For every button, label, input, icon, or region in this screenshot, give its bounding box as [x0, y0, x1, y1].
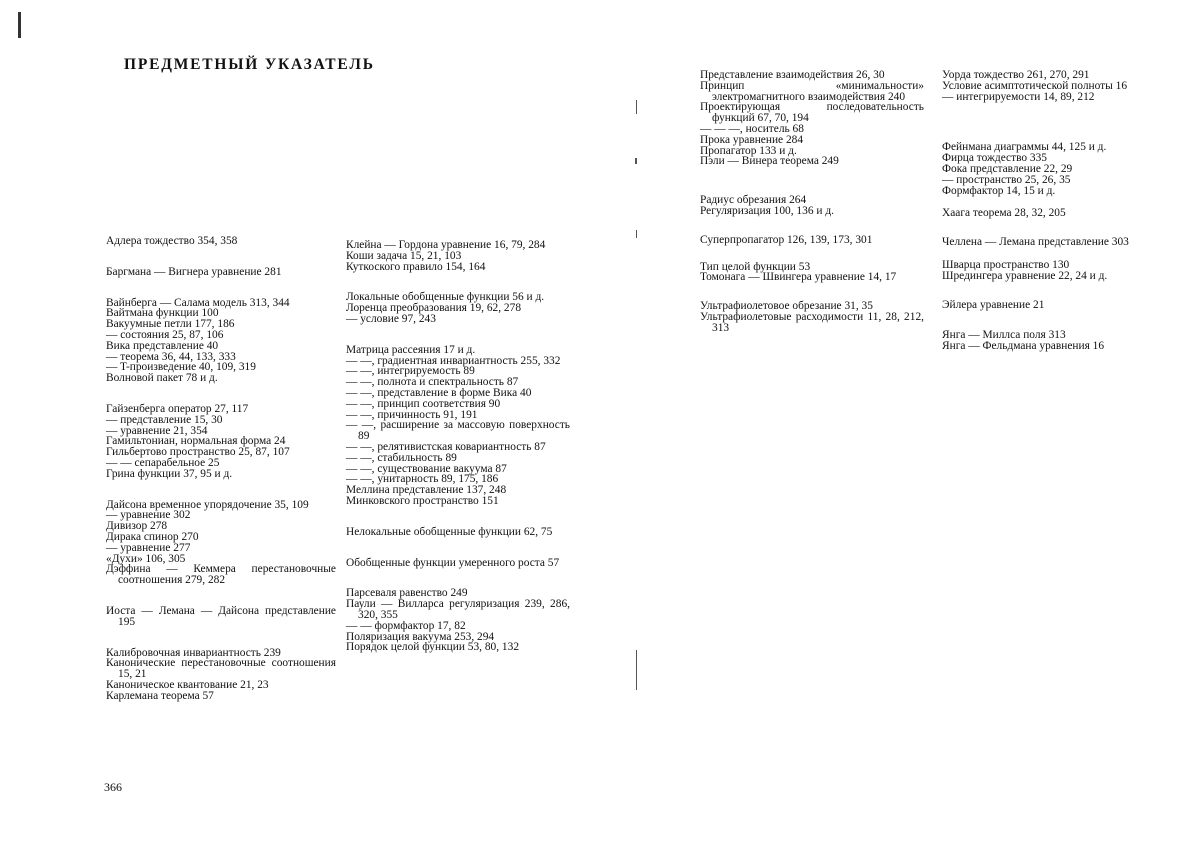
index-entry: Лоренца преобразования 19, 62, 278 — [346, 302, 522, 315]
index-entry: Томонага — Швингера уравнение 14, 17 — [700, 271, 897, 284]
index-entry: Дирака спинор 270 — [106, 530, 199, 543]
index-entry: Эйлера уравнение 21 — [942, 298, 1045, 311]
index-column-4 — [942, 70, 1164, 352]
index-entry: — условие 97, 243 — [346, 312, 436, 325]
index-entry: Волновой пакет 78 и д. — [106, 372, 218, 385]
index-entry: — T-произведение 40, 109, 319 — [106, 361, 256, 374]
index-group — [700, 70, 924, 167]
index-entry: Паули — Вилларса регуляризация 239, 286, 320, 355 — [346, 598, 570, 621]
index-entry: Вайтмана функции 100 — [106, 307, 219, 320]
index-entry: Фирца тождество 335 — [942, 152, 1047, 165]
index-entry: Регуляризация 100, 136 и д. — [700, 204, 834, 217]
index-entry: — —, интегрируемость 89 — [346, 365, 475, 378]
page-title: ПРЕДМЕТНЫЙ УКАЗАТЕЛЬ — [124, 56, 375, 73]
scan-edge-mark — [18, 12, 21, 38]
index-entry: Пэли — Винера теорема 249 — [700, 155, 839, 168]
index-entry: Дайсона временное упорядочение 35, 109 — [106, 498, 309, 511]
index-entry: Тип целой функции 53 — [700, 260, 811, 273]
index-group — [106, 500, 336, 586]
index-group — [106, 404, 336, 480]
index-entry: Иоста — Лемана — Дайсона представление 195 — [106, 604, 336, 628]
index-group — [700, 301, 924, 333]
index-entry: Ультрафиолетовые расходимости 11, 28, 212, 313 — [700, 310, 924, 334]
index-entry: Поляризация вакуума 253, 294 — [346, 630, 495, 643]
index-entry: Формфактор 14, 15 и д. — [942, 184, 1056, 197]
index-entry: Адлера тождество 354, 358 — [106, 235, 238, 247]
index-entry: Минковского пространство 151 — [346, 494, 499, 507]
index-group — [942, 142, 1164, 196]
index-entry: Каноническое квантование 21, 23 — [106, 678, 269, 691]
index-entry: Янга — Миллса поля 313 — [942, 329, 1066, 342]
index-entry: Гайзенберга оператор 27, 117 — [106, 402, 249, 415]
index-entry: — уравнение 277 — [106, 541, 191, 554]
index-entry: Шредингера уравнение 22, 24 и д. — [942, 269, 1108, 282]
index-entry: Суперпропагатор 126, 139, 173, 301 — [700, 233, 873, 246]
index-group — [346, 588, 570, 653]
index-entry: — —, унитарность 89, 175, 186 — [346, 473, 499, 486]
index-entry: — — формфактор 17, 82 — [346, 619, 466, 632]
index-group — [346, 240, 570, 272]
index-entry: — уравнение 302 — [106, 509, 191, 522]
index-entry: Обобщенные функции умеренного роста 57 — [346, 556, 560, 569]
index-group — [346, 558, 570, 569]
index-entry: — —, градиентная инвариантность 255, 332 — [346, 354, 561, 367]
index-group — [106, 606, 336, 628]
page-number: 366 — [104, 780, 122, 794]
index-entry: — —, причинность 91, 191 — [346, 408, 478, 421]
index-entry: «Духи» 106, 305 — [106, 552, 186, 565]
index-entry: Матрица рассеяния 17 и д. — [346, 343, 476, 356]
book-spine-shadow — [632, 90, 640, 790]
index-group — [106, 648, 336, 702]
index-entry: — интегрируемости 14, 89, 212 — [942, 90, 1095, 103]
index-group — [346, 345, 570, 507]
index-entry: Калибровочная инвариантность 239 — [106, 646, 281, 659]
index-entry: Вика представление 40 — [106, 339, 219, 352]
index-entry: Дэффина — Кеммера перестановочные соотношения 279, 282 — [106, 563, 336, 587]
index-entry: Локальные обобщенные функции 56 и д. — [346, 291, 545, 304]
index-entry: Парсеваля равенство 249 — [346, 587, 468, 600]
index-entry: — —, полнота и спектральность 87 — [346, 376, 519, 389]
index-entry: — теорема 36, 44, 133, 333 — [106, 350, 236, 363]
index-group — [942, 237, 1164, 248]
index-entry: Вайнберга — Салама модель 313, 344 — [106, 296, 290, 309]
index-entry: Представление взаимодействия 26, 30 — [700, 69, 885, 81]
index-entry: Уорда тождество 261, 270, 291 — [942, 69, 1090, 81]
index-entry: Коши задача 15, 21, 103 — [346, 249, 462, 262]
index-entry: Фейнмана диаграммы 44, 125 и д. — [942, 141, 1107, 154]
index-entry: Хаага теорема 28, 32, 205 — [942, 207, 1066, 220]
index-entry: Меллина представление 137, 248 — [346, 484, 507, 497]
index-entry: Гамильтониан, нормальная форма 24 — [106, 435, 286, 448]
index-entry: — состояния 25, 87, 106 — [106, 328, 224, 341]
index-group — [942, 330, 1164, 352]
index-entry: Клейна — Гордона уравнение 16, 79, 284 — [346, 239, 546, 251]
index-entry: Канонические перестановочные соотношения 15, 21 — [106, 657, 336, 681]
index-entry: Челлена — Лемана представление 303 — [942, 236, 1129, 249]
index-entry: Куткоского правило 154, 164 — [346, 260, 486, 273]
index-entry: Пропагатор 133 и д. — [700, 144, 797, 157]
index-entry: — — —, носитель 68 — [700, 122, 804, 135]
index-entry: Принцип «минимальности» электромагнитного взаимодействия 240 — [700, 79, 924, 103]
index-group — [942, 70, 1164, 102]
index-group — [700, 235, 924, 246]
index-entry: Нелокальные обобщенные функции 62, 75 — [346, 525, 553, 538]
index-entry: Проектирующая последовательность функций 67, 70, 194 — [700, 101, 924, 125]
index-entry: — —, стабильность 89 — [346, 451, 457, 464]
index-entry: — уравнение 21, 354 — [106, 424, 208, 437]
index-group — [106, 267, 336, 278]
index-group — [106, 236, 336, 247]
index-entry: Шварца пространство 130 — [942, 258, 1070, 271]
index-entry: Условие асимптотической полноты 16 — [942, 79, 1128, 92]
index-group — [346, 527, 570, 538]
index-column-3 — [700, 70, 924, 334]
index-entry: — —, существование вакуума 87 — [346, 462, 507, 475]
index-entry: — —, принцип соответствия 90 — [346, 397, 501, 410]
index-entry: — —, расширение за массовую поверхность 89 — [346, 419, 570, 443]
index-entry: Янга — Фельдмана уравнения 16 — [942, 340, 1105, 353]
index-entry: — —, представление в форме Вика 40 — [346, 386, 532, 399]
index-entry: Вакуумные петли 177, 186 — [106, 318, 235, 331]
index-group — [942, 300, 1164, 311]
index-entry: — —, релятивистская ковариантность 87 — [346, 440, 546, 453]
index-entry: — представление 15, 30 — [106, 413, 223, 426]
index-entry: Прока уравнение 284 — [700, 133, 804, 146]
index-group — [106, 298, 336, 384]
index-group — [700, 195, 924, 217]
index-entry: Грина функции 37, 95 и д. — [106, 467, 233, 480]
index-entry: Карлемана теорема 57 — [106, 689, 214, 702]
index-group — [346, 292, 570, 324]
index-entry: — пространство 25, 26, 35 — [942, 173, 1071, 186]
index-group — [942, 260, 1164, 282]
index-entry: Гильбертово пространство 25, 87, 107 — [106, 446, 290, 459]
index-entry: Радиус обрезания 264 — [700, 194, 807, 207]
index-group — [700, 262, 924, 284]
index-group — [942, 208, 1164, 219]
index-entry: Порядок целой функции 53, 80, 132 — [346, 641, 520, 654]
index-entry: — — сепарабельное 25 — [106, 456, 220, 469]
index-column-2 — [346, 240, 570, 653]
index-entry: Дивизор 278 — [106, 520, 168, 533]
index-entry: Ультрафиолетовое обрезание 31, 35 — [700, 300, 873, 313]
index-entry: Баргмана — Вигнера уравнение 281 — [106, 265, 282, 278]
index-entry: Фока представление 22, 29 — [942, 162, 1073, 175]
index-column-1 — [106, 236, 336, 702]
